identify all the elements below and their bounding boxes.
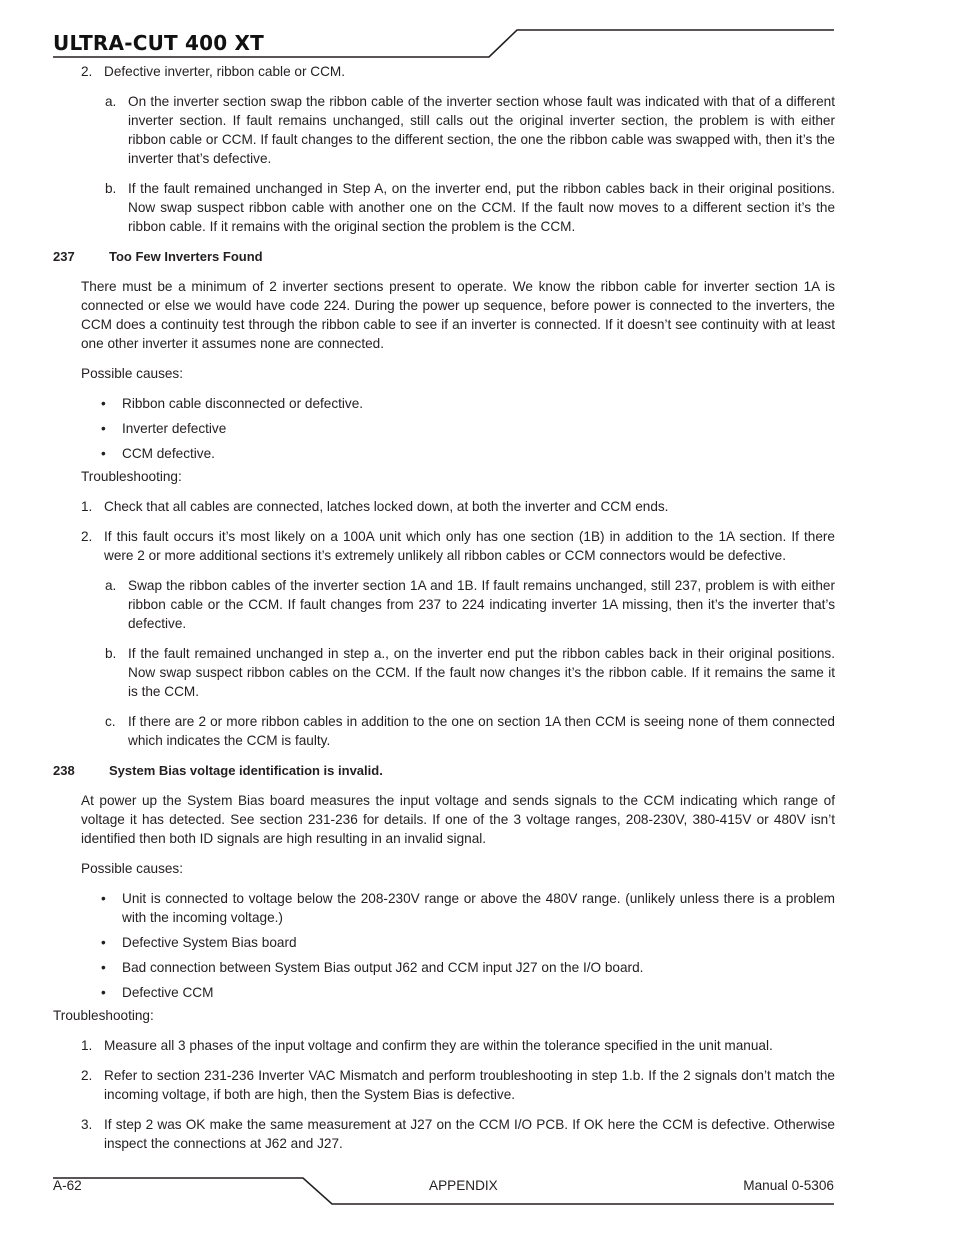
paragraph: There must be a minimum of 2 inverter sections present to operate. We know the ribbon cable for inverter section 1A is connected or else we would have code 224. During the power up sequence, before power is connected to the inverters, the CCM does a continuity test through the ribbon cable to see if an inverter is connected. If it doesn’t see continuity with at least one other inverter it assumes none are connected. bbox=[81, 279, 835, 351]
list-item: a. Swap the ribbon cables of the inverter section 1A and 1B. If fault remains unchanged, still 237, problem is with either ribbon cable or the CCM. If fault changes from 237 to 224 indicating inverter 1A missing, then it’s the inverter that’s defective. bbox=[105, 578, 835, 631]
paragraph: Troubleshooting: bbox=[53, 1008, 154, 1023]
bullet-item: • Defective System Bias board bbox=[101, 935, 297, 950]
list-item: c. If there are 2 or more ribbon cables in addition to the one on section 1A then CCM is seeing none of them connected which indicates the CCM is faulty. bbox=[105, 714, 835, 748]
page-number: A-62 bbox=[53, 1178, 82, 1193]
bullet-item: • Defective CCM bbox=[101, 985, 214, 1000]
header-title: ULTRA-CUT 400 XT bbox=[53, 31, 264, 55]
bullet-item: • Inverter defective bbox=[101, 421, 227, 436]
paragraph: Possible causes: bbox=[81, 366, 184, 381]
list-item: 1. Measure all 3 phases of the input voltage and confirm they are within the tolerance specified in the unit manual. bbox=[81, 1038, 773, 1053]
list-item: 2. If this fault occurs it’s most likely on a 100A unit which only has one section (1B) in addition to the 1A section. If there were 2 or more additional sections it’s extremely unlikely all ribbon cables or CCM connectors would be defective. bbox=[81, 529, 835, 563]
paragraph: Troubleshooting: bbox=[81, 469, 182, 484]
section-heading-238: 238 System Bias voltage identification is invalid. bbox=[53, 763, 383, 778]
paragraph: At power up the System Bias board measures the input voltage and sends signals to the CCM indicating which range of voltage it has detected. See section 231-236 for details. If one of the 3 voltage ranges, 208-230V, 380-415V or 480V isn’t identified then both ID signals are high resulting in an invalid signal. bbox=[81, 793, 835, 846]
bullet-item: • Unit is connected to voltage below the 208-230V range or above the 480V range. (unlikely unless there is a problem with the incoming voltage.) bbox=[101, 891, 835, 925]
list-item: 2. Refer to section 231-236 Inverter VAC Mismatch and perform troubleshooting in step 1.b. If the 2 signals don’t match the incoming voltage, if both are high, then the System Bias is defective. bbox=[81, 1068, 835, 1102]
list-item: 2. Defective inverter, ribbon cable or CCM. bbox=[81, 64, 346, 79]
bullet-item: • Bad connection between System Bias output J62 and CCM input J27 on the I/O board. bbox=[101, 960, 644, 975]
list-item: b. If the fault remained unchanged in Step A, on the inverter end, put the ribbon cables back in their original positions. Now swap suspect ribbon cable with another one on the CCM. If the fault now moves to a different section it’s the ribbon cable. If it remains with the original section the problem is the CCM. bbox=[105, 181, 835, 234]
bullet-item: • Ribbon cable disconnected or defective. bbox=[101, 396, 364, 411]
manual-number: Manual 0-5306 bbox=[743, 1178, 834, 1193]
paragraph: Possible causes: bbox=[81, 861, 184, 876]
list-item: 3. If step 2 was OK make the same measurement at J27 on the CCM I/O PCB. If OK here the CCM is defective. Otherwise inspect the connections at J62 and J27. bbox=[81, 1117, 835, 1151]
list-item: 1. Check that all cables are connected, latches locked down, at both the inverter and CCM ends. bbox=[81, 499, 669, 514]
list-item: a. On the inverter section swap the ribbon cable of the inverter section whose fault was indicated with that of a different inverter section. If fault remains unchanged, still calls out the original inverter section, the problem is with either ribbon cable or CCM. If fault changes to the different section, the one the ribbon cable was swapped with, then it’s the inverter that’s defective. bbox=[105, 94, 835, 166]
bullet-item: • CCM defective. bbox=[101, 446, 215, 461]
section-heading-237: 237 Too Few Inverters Found bbox=[53, 249, 263, 264]
list-item: b. If the fault remained unchanged in step a., on the inverter end put the ribbon cables back in their original positions. Now swap suspect ribbon cables on the CCM. If the fault now changes it’s the ribbon cable. If it remains the same it is the CCM. bbox=[105, 646, 835, 699]
footer-section: APPENDIX bbox=[429, 1178, 498, 1193]
page-content bbox=[53, 62, 835, 1153]
